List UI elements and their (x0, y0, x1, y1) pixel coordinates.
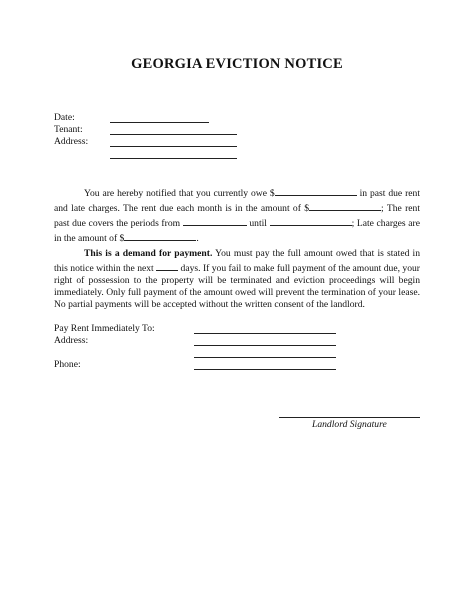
pay-address-line-2[interactable] (194, 357, 336, 358)
pay-address-label: Address: (54, 335, 89, 346)
date-line[interactable] (110, 122, 209, 123)
tenant-label: Tenant: (54, 124, 83, 135)
paragraph1-text-5: ; Late charges are in the amount of $ (54, 218, 420, 245)
paragraph2-text-2: days. If you fail to make full payment of the amount due, your right of possession to the property will be terminated and eviction proceedings will begin immediately. Only full payment of the amount owed will prevent the termination of your lease. No partial payments will be accepted without the written consent of the landlord. (54, 263, 420, 311)
phone-line[interactable] (194, 369, 336, 370)
paragraph2-text-1: You must pay the full amount owed that is stated in this notice within the next (54, 248, 420, 275)
phone-label: Phone: (54, 359, 81, 370)
paragraph1-text-2: in past due rent and late charges. The rent due each month is in the amount of $ (54, 188, 420, 215)
demand-heading: This is a demand for payment. (84, 248, 213, 259)
document-title: GEORGIA EVICTION NOTICE (131, 56, 343, 72)
signature-label: Landlord Signature (312, 419, 387, 430)
period-until-blank[interactable] (270, 215, 352, 226)
tenant-line[interactable] (110, 134, 237, 135)
late-charges-blank[interactable] (124, 230, 196, 241)
amount-owed-blank[interactable] (275, 185, 357, 196)
pay-to-label: Pay Rent Immediately To: (54, 323, 155, 334)
demand-paragraph (54, 248, 420, 311)
paragraph1-text-6: . (196, 233, 199, 245)
paragraph1-text-1: You are hereby notified that you currently owe $ (84, 188, 275, 199)
address-line-1[interactable] (110, 146, 237, 147)
notice-paragraph (54, 185, 420, 245)
period-from-blank[interactable] (183, 215, 247, 226)
paragraph1-text-3: ; The rent past due covers the periods from (54, 203, 420, 230)
pay-to-line[interactable] (194, 333, 336, 334)
pay-address-line-1[interactable] (194, 345, 336, 346)
date-label: Date: (54, 112, 75, 123)
monthly-rent-blank[interactable] (309, 200, 381, 211)
address-line-2[interactable] (110, 158, 237, 159)
address-label: Address: (54, 136, 89, 147)
paragraph1-text-4: until (246, 218, 270, 230)
days-blank[interactable] (156, 260, 178, 271)
signature-line[interactable] (279, 417, 420, 418)
